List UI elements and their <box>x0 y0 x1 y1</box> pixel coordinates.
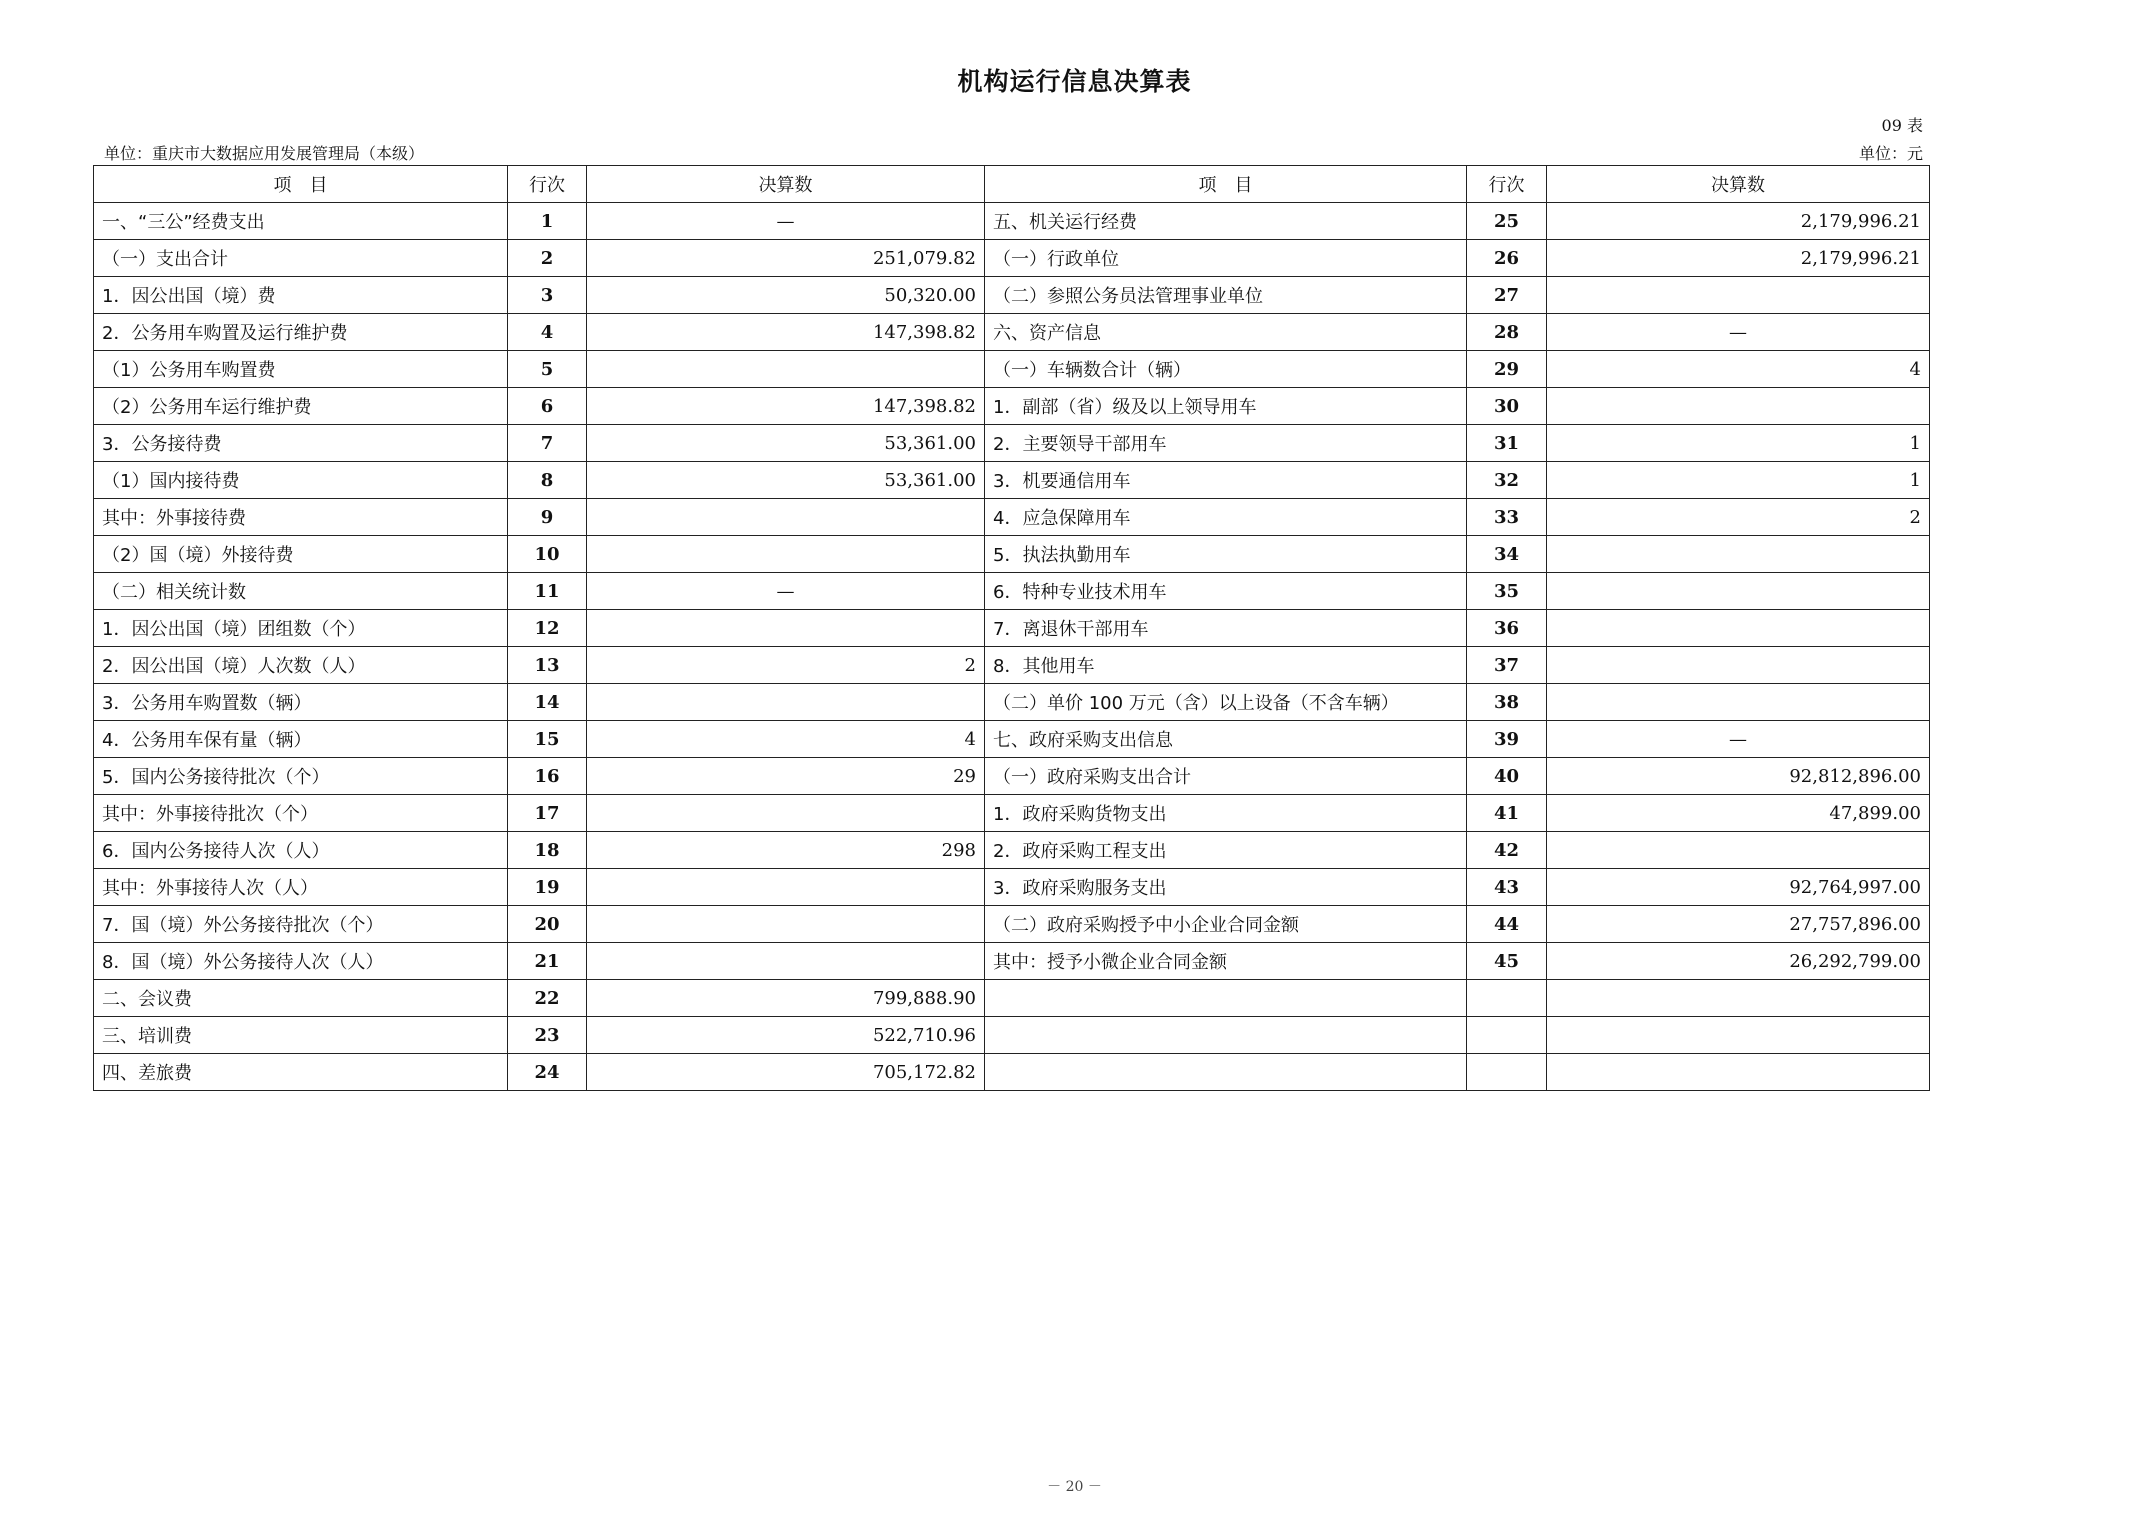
left-item-cell: 二、会议费 <box>94 980 508 1017</box>
report-title: 机构运行信息决算表 <box>957 67 1192 96</box>
right-row-number-cell: 40 <box>1467 758 1547 795</box>
header-row-no-right: 行次 <box>1467 166 1547 203</box>
left-item-cell: 4．公务用车保有量（辆） <box>94 721 508 758</box>
left-amount-cell: 29 <box>587 758 985 795</box>
right-item-cell: 3．机要通信用车 <box>985 462 1467 499</box>
right-amount-cell: 92,812,896.00 <box>1547 758 1930 795</box>
right-item-cell: 五、机关运行经费 <box>985 203 1467 240</box>
right-amount-cell: 26,292,799.00 <box>1547 943 1930 980</box>
right-row-number-cell: 26 <box>1467 240 1547 277</box>
table-row <box>94 277 1930 314</box>
header-item-left: 项 目 <box>94 166 508 203</box>
table-row <box>94 388 1930 425</box>
left-amount-cell: 251,079.82 <box>587 240 985 277</box>
right-row-number-cell: 35 <box>1467 573 1547 610</box>
left-item-cell: （2）国（境）外接待费 <box>94 536 508 573</box>
left-row-number-cell: 1 <box>508 203 587 240</box>
left-item-cell: （1）国内接待费 <box>94 462 508 499</box>
left-row-number-cell: 3 <box>508 277 587 314</box>
table-row <box>94 684 1930 721</box>
left-row-number-cell: 24 <box>508 1054 587 1091</box>
table-row <box>94 499 1930 536</box>
left-amount-cell <box>587 536 985 573</box>
right-item-cell: 3．政府采购服务支出 <box>985 869 1467 906</box>
left-amount-cell: 53,361.00 <box>587 462 985 499</box>
left-amount-cell: 298 <box>587 832 985 869</box>
left-amount-cell: 4 <box>587 721 985 758</box>
left-amount-cell: — <box>587 203 985 240</box>
right-amount-cell <box>1547 832 1930 869</box>
header-row-no-left: 行次 <box>508 166 587 203</box>
left-amount-cell: — <box>587 573 985 610</box>
right-amount-cell: 4 <box>1547 351 1930 388</box>
right-item-cell: 6．特种专业技术用车 <box>985 573 1467 610</box>
right-amount-cell <box>1547 1017 1930 1054</box>
left-item-cell: 其中：外事接待费 <box>94 499 508 536</box>
left-item-cell: （2）公务用车运行维护费 <box>94 388 508 425</box>
right-item-cell: 4．应急保障用车 <box>985 499 1467 536</box>
left-item-cell: （二）相关统计数 <box>94 573 508 610</box>
left-row-number-cell: 14 <box>508 684 587 721</box>
left-amount-cell <box>587 869 985 906</box>
right-item-cell: （一）政府采购支出合计 <box>985 758 1467 795</box>
table-row <box>94 573 1930 610</box>
table-row <box>94 980 1930 1017</box>
right-row-number-cell: 37 <box>1467 647 1547 684</box>
right-amount-cell <box>1547 684 1930 721</box>
left-item-cell: 3．公务接待费 <box>94 425 508 462</box>
left-row-number-cell: 15 <box>508 721 587 758</box>
left-amount-cell <box>587 906 985 943</box>
right-amount-cell <box>1547 980 1930 1017</box>
left-row-number-cell: 12 <box>508 610 587 647</box>
header-amount-right: 决算数 <box>1547 166 1930 203</box>
left-amount-cell: 147,398.82 <box>587 388 985 425</box>
left-row-number-cell: 6 <box>508 388 587 425</box>
right-item-cell: 1．副部（省）级及以上领导用车 <box>985 388 1467 425</box>
left-item-cell: 2．公务用车购置及运行维护费 <box>94 314 508 351</box>
left-amount-cell <box>587 351 985 388</box>
left-amount-cell: 53,361.00 <box>587 425 985 462</box>
right-row-number-cell: 31 <box>1467 425 1547 462</box>
right-row-number-cell <box>1467 980 1547 1017</box>
right-item-cell: 7．离退休干部用车 <box>985 610 1467 647</box>
right-row-number-cell <box>1467 1017 1547 1054</box>
left-item-cell: 2．因公出国（境）人次数（人） <box>94 647 508 684</box>
final-accounts-table <box>93 165 1930 1091</box>
right-amount-cell: — <box>1547 314 1930 351</box>
table-row <box>94 795 1930 832</box>
right-amount-cell: 2 <box>1547 499 1930 536</box>
right-item-cell <box>985 1054 1467 1091</box>
left-item-cell: 三、培训费 <box>94 1017 508 1054</box>
right-row-number-cell: 28 <box>1467 314 1547 351</box>
right-item-cell: 六、资产信息 <box>985 314 1467 351</box>
right-amount-cell: 92,764,997.00 <box>1547 869 1930 906</box>
right-amount-cell: — <box>1547 721 1930 758</box>
left-row-number-cell: 9 <box>508 499 587 536</box>
left-item-cell: （1）公务用车购置费 <box>94 351 508 388</box>
left-amount-cell: 799,888.90 <box>587 980 985 1017</box>
right-row-number-cell: 34 <box>1467 536 1547 573</box>
right-amount-cell: 2,179,996.21 <box>1547 203 1930 240</box>
left-row-number-cell: 13 <box>508 647 587 684</box>
left-item-cell: 7．国（境）外公务接待批次（个） <box>94 906 508 943</box>
left-amount-cell: 147,398.82 <box>587 314 985 351</box>
right-row-number-cell: 39 <box>1467 721 1547 758</box>
left-item-cell: 8．国（境）外公务接待人次（人） <box>94 943 508 980</box>
right-row-number-cell: 27 <box>1467 277 1547 314</box>
table-row <box>94 832 1930 869</box>
left-row-number-cell: 22 <box>508 980 587 1017</box>
left-item-cell: 1．因公出国（境）团组数（个） <box>94 610 508 647</box>
table-row <box>94 906 1930 943</box>
left-amount-cell <box>587 684 985 721</box>
right-item-cell: 8．其他用车 <box>985 647 1467 684</box>
right-amount-cell: 27,757,896.00 <box>1547 906 1930 943</box>
right-item-cell: 其中：授予小微企业合同金额 <box>985 943 1467 980</box>
left-amount-cell <box>587 943 985 980</box>
right-row-number-cell: 42 <box>1467 832 1547 869</box>
table-row <box>94 758 1930 795</box>
right-amount-cell: 2,179,996.21 <box>1547 240 1930 277</box>
right-row-number-cell: 38 <box>1467 684 1547 721</box>
right-item-cell: 1．政府采购货物支出 <box>985 795 1467 832</box>
page-number: － 20 － <box>1047 1479 1102 1495</box>
left-item-cell: 其中：外事接待人次（人） <box>94 869 508 906</box>
table-row <box>94 943 1930 980</box>
left-item-cell: （一）支出合计 <box>94 240 508 277</box>
form-number: 09 表 <box>1881 116 1923 135</box>
right-row-number-cell: 30 <box>1467 388 1547 425</box>
right-item-cell: （二）政府采购授予中小企业合同金额 <box>985 906 1467 943</box>
left-row-number-cell: 7 <box>508 425 587 462</box>
right-item-cell: 七、政府采购支出信息 <box>985 721 1467 758</box>
left-row-number-cell: 2 <box>508 240 587 277</box>
right-row-number-cell: 33 <box>1467 499 1547 536</box>
left-item-cell: 1．因公出国（境）费 <box>94 277 508 314</box>
table-row <box>94 869 1930 906</box>
currency-unit: 单位：元 <box>1858 144 1923 163</box>
right-amount-cell <box>1547 610 1930 647</box>
right-item-cell <box>985 1017 1467 1054</box>
table-row <box>94 351 1930 388</box>
header-amount-left: 决算数 <box>587 166 985 203</box>
reporting-unit: 单位：重庆市大数据应用发展管理局（本级） <box>104 144 425 163</box>
right-amount-cell <box>1547 1054 1930 1091</box>
right-row-number-cell: 44 <box>1467 906 1547 943</box>
table-row <box>94 536 1930 573</box>
left-row-number-cell: 19 <box>508 869 587 906</box>
left-row-number-cell: 18 <box>508 832 587 869</box>
right-row-number-cell <box>1467 1054 1547 1091</box>
left-amount-cell <box>587 610 985 647</box>
left-row-number-cell: 16 <box>508 758 587 795</box>
right-item-cell: （二）参照公务员法管理事业单位 <box>985 277 1467 314</box>
left-item-cell: 四、差旅费 <box>94 1054 508 1091</box>
right-row-number-cell: 41 <box>1467 795 1547 832</box>
table-row <box>94 203 1930 240</box>
right-item-cell: 2．主要领导干部用车 <box>985 425 1467 462</box>
left-row-number-cell: 10 <box>508 536 587 573</box>
table-header-row <box>94 166 1930 203</box>
left-row-number-cell: 8 <box>508 462 587 499</box>
table-body <box>94 203 1930 1091</box>
right-amount-cell: 47,899.00 <box>1547 795 1930 832</box>
left-row-number-cell: 21 <box>508 943 587 980</box>
left-row-number-cell: 20 <box>508 906 587 943</box>
right-item-cell: （二）单价 100 万元（含）以上设备（不含车辆） <box>985 684 1467 721</box>
right-item-cell: 5．执法执勤用车 <box>985 536 1467 573</box>
table-row <box>94 610 1930 647</box>
left-amount-cell: 705,172.82 <box>587 1054 985 1091</box>
left-item-cell: 6．国内公务接待人次（人） <box>94 832 508 869</box>
left-item-cell: 3．公务用车购置数（辆） <box>94 684 508 721</box>
right-amount-cell <box>1547 647 1930 684</box>
table-row <box>94 1017 1930 1054</box>
right-row-number-cell: 32 <box>1467 462 1547 499</box>
right-amount-cell <box>1547 573 1930 610</box>
left-item-cell: 一、“三公”经费支出 <box>94 203 508 240</box>
table-row <box>94 1054 1930 1091</box>
right-row-number-cell: 29 <box>1467 351 1547 388</box>
table-row <box>94 721 1930 758</box>
right-amount-cell: 1 <box>1547 462 1930 499</box>
right-amount-cell <box>1547 536 1930 573</box>
right-amount-cell: 1 <box>1547 425 1930 462</box>
left-row-number-cell: 5 <box>508 351 587 388</box>
left-amount-cell: 50,320.00 <box>587 277 985 314</box>
left-item-cell: 5．国内公务接待批次（个） <box>94 758 508 795</box>
left-row-number-cell: 11 <box>508 573 587 610</box>
left-amount-cell: 522,710.96 <box>587 1017 985 1054</box>
table-row <box>94 647 1930 684</box>
left-row-number-cell: 17 <box>508 795 587 832</box>
left-amount-cell: 2 <box>587 647 985 684</box>
table-row <box>94 240 1930 277</box>
left-row-number-cell: 23 <box>508 1017 587 1054</box>
right-row-number-cell: 43 <box>1467 869 1547 906</box>
right-row-number-cell: 36 <box>1467 610 1547 647</box>
table-row <box>94 425 1930 462</box>
right-row-number-cell: 25 <box>1467 203 1547 240</box>
right-amount-cell <box>1547 388 1930 425</box>
left-item-cell: 其中：外事接待批次（个） <box>94 795 508 832</box>
right-item-cell <box>985 980 1467 1017</box>
table-row <box>94 314 1930 351</box>
left-row-number-cell: 4 <box>508 314 587 351</box>
left-amount-cell <box>587 795 985 832</box>
right-amount-cell <box>1547 277 1930 314</box>
left-amount-cell <box>587 499 985 536</box>
table-row <box>94 462 1930 499</box>
right-item-cell: （一）车辆数合计（辆） <box>985 351 1467 388</box>
header-item-right: 项 目 <box>985 166 1467 203</box>
right-item-cell: （一）行政单位 <box>985 240 1467 277</box>
right-row-number-cell: 45 <box>1467 943 1547 980</box>
right-item-cell: 2．政府采购工程支出 <box>985 832 1467 869</box>
